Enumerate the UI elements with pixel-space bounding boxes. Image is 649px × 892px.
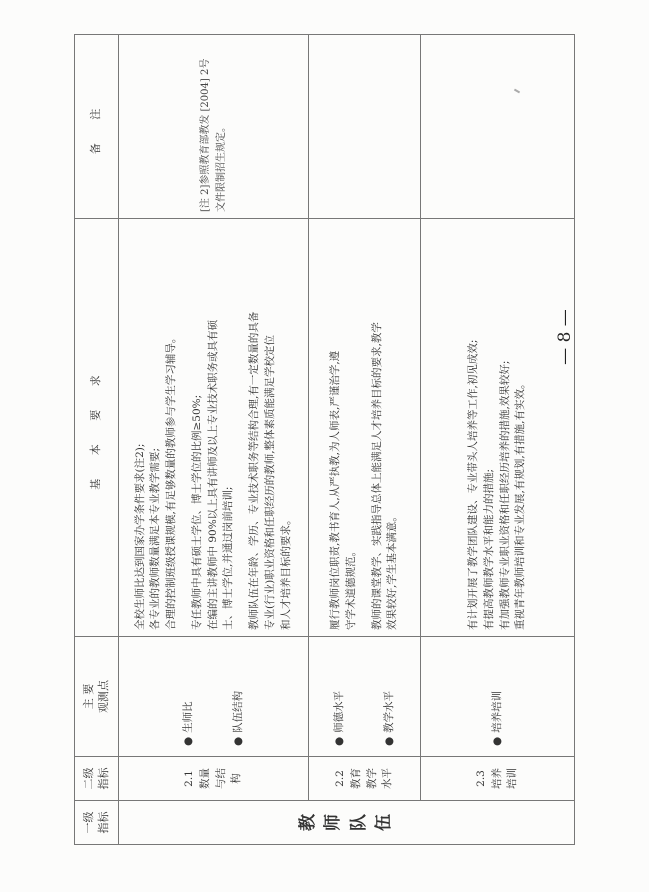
requirements-cell-2-2 [309,219,421,637]
note-line: [注 2]参照教育部教发 [2004] 2号 [199,58,211,212]
observation-point [382,643,398,746]
level1-char: 队 [348,814,369,831]
requirements-cell-2-3 [421,219,575,637]
observation-point-label: 教学水平 [382,690,395,733]
level1-char: 伍 [374,814,394,831]
header-level2-line1: 二级 [81,767,95,790]
header-level2 [75,757,119,801]
requirement-line: 全校生师比达到国家办学条件要求(注2); [133,443,146,630]
requirement-line: 和人才培养目标的要求。 [279,514,292,630]
requirement-line: 士、博士学位,并通过岗前培训; [222,486,235,630]
observation-point [181,643,197,746]
observation-point-label: 培养培训 [490,690,503,733]
bullet-icon: ● [181,736,194,746]
level2-number: 2.3 [474,770,487,787]
level2-name-line: 数量 [198,768,211,789]
requirement-line: 教师队伍在年龄、学历、专业技术职务等结构合理,有一定数量的具备 [248,311,261,630]
level2-cell-2-2 [309,757,421,801]
points-cell-2-3 [421,637,575,757]
header-level1-line1: 一级 [81,811,95,834]
level1-char: 教 [297,814,318,831]
level2-cell-2-3 [421,757,575,801]
level2-name-line: 培养 [490,768,503,789]
level2-name-line: 教育 [349,768,362,789]
level2-cell-2-1 [119,757,309,801]
requirement-line: 履行教师岗位职责,教书育人,从严执教,为人师表,严谨治学,遵 [329,350,341,630]
requirement-block [328,225,360,630]
header-points [75,637,119,757]
bullet-icon: ● [382,736,395,746]
level2-name-line: 与结构 [214,768,243,789]
header-points-line2: 观测点 [96,680,110,713]
section-row-2-1 [119,35,309,845]
observation-point-label: 生师比 [181,701,194,733]
observation-point [231,643,247,746]
notes-cell-2-2 [309,35,421,219]
level1-cell [119,801,575,845]
requirement-line: 守学术道德规范。 [344,546,357,630]
level2-number: 2.1 [183,770,195,787]
requirement-line: 有计划开展了教学团队建设、专业带头人培养等工作,初见成效; [467,339,479,630]
requirement-block [190,225,237,630]
requirement-line: 教师的课堂教学、实践指导总体上能满足人才培养目标的要求,教学 [370,322,383,630]
header-points-line1: 主 要 [81,683,95,710]
level1-char: 师 [323,814,343,831]
level2-name-line: 水平 [381,768,394,789]
requirement-line: 在编的主讲教师中 90%以上具有讲师及以上专业技术职务或具有硕 [206,319,219,630]
observation-point-label: 队伍结构 [231,690,244,733]
page-number: — 8 — [555,309,575,365]
requirement-block [247,225,294,630]
notes-cell-2-3 [421,35,575,219]
points-cell-2-2 [309,637,421,757]
level2-number: 2.2 [334,770,346,787]
requirement-block [370,225,402,630]
requirement-line: 有加强教师专业职业资格和任职经历培养的措施,效果较好; [498,360,511,630]
evaluation-table [74,34,575,845]
requirements-cell-2-1 [119,219,309,637]
bullet-icon: ● [332,736,345,746]
observation-point [490,643,506,746]
header-row [75,35,119,845]
level2-name-line: 教学 [365,768,378,789]
bullet-icon: ● [490,736,503,746]
requirement-line: 专业(行业)职业资格和任职经历的教师,整体素质能满足学校定位 [263,334,276,630]
observation-point-label: 师德水平 [332,690,345,733]
requirement-line: 专任教师中具有硕士学位、博士学位的比例≥50%; [190,394,203,630]
requirement-block [466,225,529,630]
header-level1-line2: 指标 [96,811,110,834]
header-notes: 备 注 [75,35,119,219]
requirement-block [133,225,180,630]
level2-name-line: 培训 [506,768,519,789]
section-row-2-3 [421,35,575,845]
requirement-line: 效果较好,学生基本满意。 [386,511,399,630]
requirement-line: 各专业的教师数量满足本专业教学需要; [149,447,162,630]
points-cell-2-1 [119,637,309,757]
section-row-2-2 [309,35,421,845]
bullet-icon: ● [231,736,244,746]
notes-cell-2-1 [119,35,309,219]
note-line: 文件限制招生规定。 [215,122,227,212]
rotated-table-wrapper [74,35,574,845]
header-level1 [75,801,119,845]
requirement-line: 重视青年教师培训和专业发展,有规划,有措施,有实效。 [514,378,527,630]
requirement-line: 有提高教师教学水平和能力的措施; [482,468,495,630]
header-level2-line2: 指标 [96,767,110,790]
observation-point [332,643,348,746]
header-requirements: 基 本 要 求 [75,219,119,637]
requirement-line: 合理的控制班级授课规模,有足够数量的教师参与学生学习辅导。 [165,332,178,630]
